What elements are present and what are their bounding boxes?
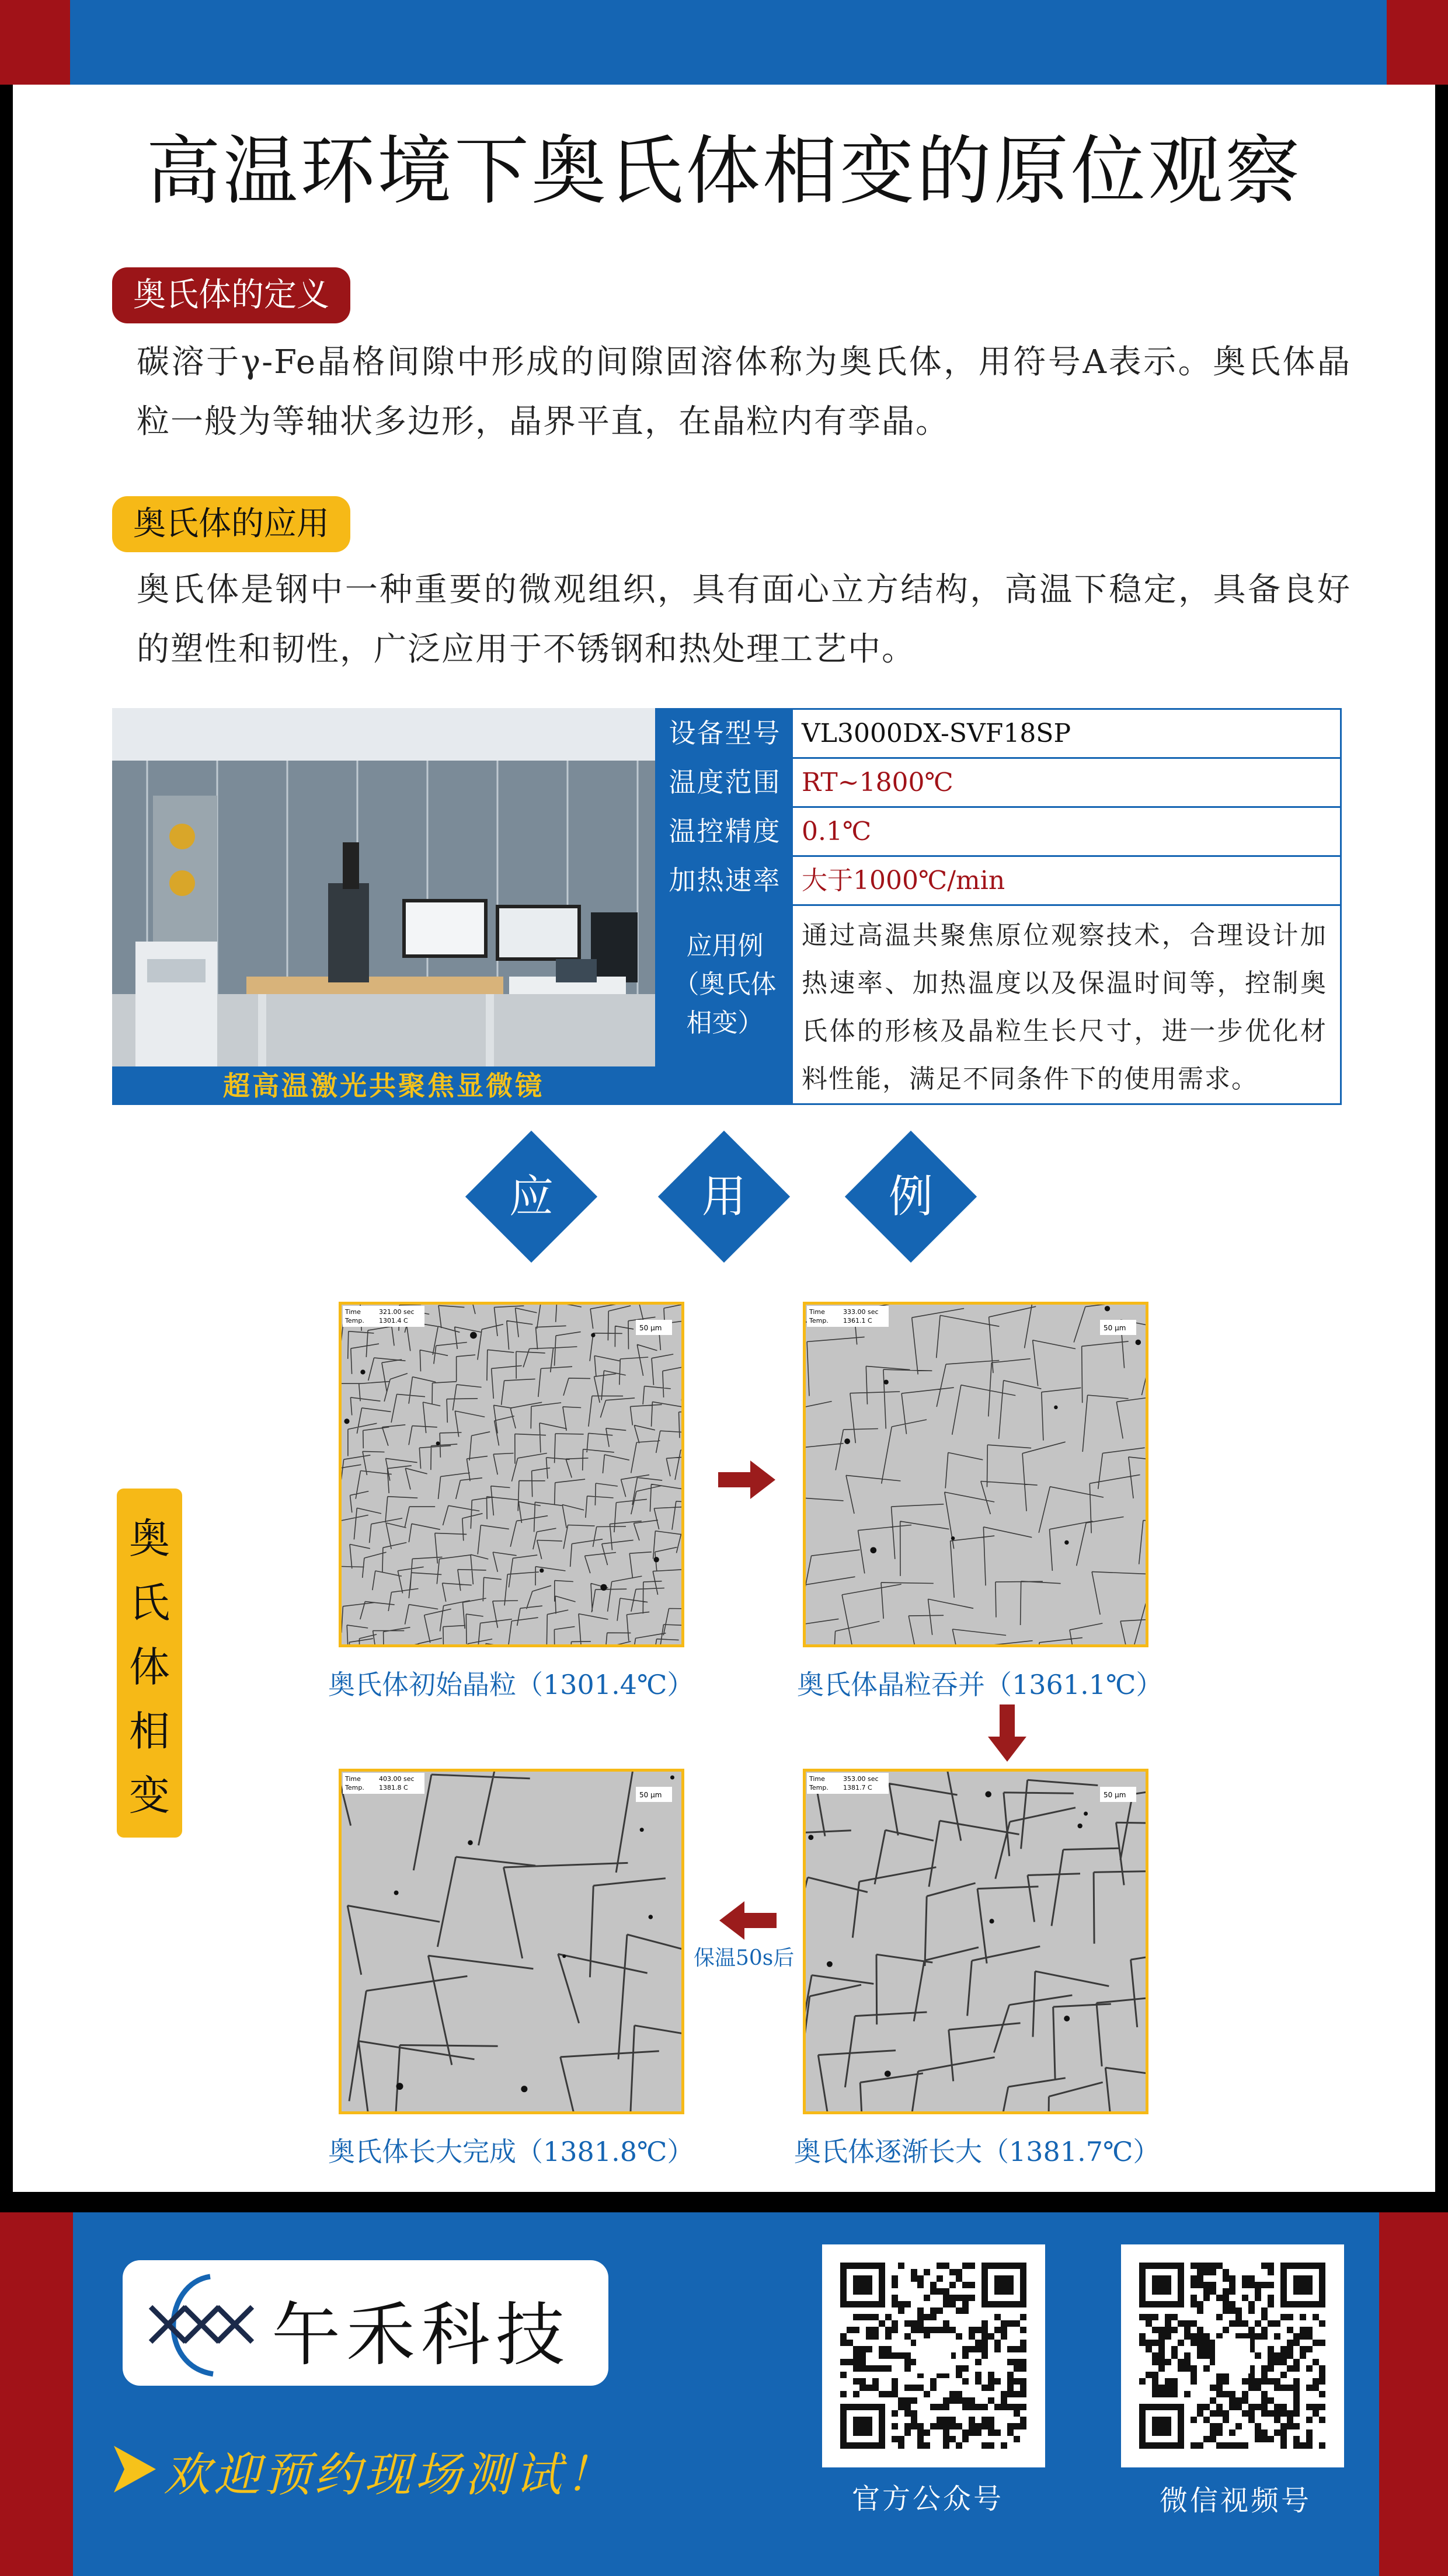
micro-value: 1301.4 C [379,1317,408,1324]
micrograph-caption: 奥氏体初始晶粒（1301.4℃） [328,1669,694,1700]
spec-label: 温控精度 [657,808,793,855]
inclusion-dot [670,1775,674,1779]
top-blue-band [70,0,1387,85]
top-red-band-right [1387,0,1448,85]
scale-bar-label: 50 μm [639,1791,662,1799]
micro-label: Time [809,1308,825,1316]
scale-bar-label: 50 μm [639,1324,662,1332]
inclusion-dot [827,1961,833,1967]
inclusion-dot [436,1441,440,1445]
qr-finder [1293,2275,1313,2295]
micrograph-grain-growing [803,1769,1148,2114]
side-tag-char: 奥 [129,1515,170,1563]
spec-row-temp-precision [657,808,1340,857]
spec-table [655,708,1342,1105]
qr-label: 微信视频号 [1159,2484,1311,2517]
inclusion-dot [654,1557,659,1562]
micro-value: 403.00 sec [379,1775,415,1783]
inclusion-dot [885,2070,891,2077]
side-tag-char: 变 [129,1772,170,1819]
spec-label: 加热速率 [657,857,793,904]
page-title: 高温环境下奥氏体相变的原位观察 [145,128,1302,215]
inclusion-dot [844,1438,850,1444]
application-heading: 奥氏体的应用 [112,496,350,552]
micrograph-caption: 奥氏体长大完成（1381.8℃） [328,2136,694,2167]
spec-row-model [657,710,1340,759]
micrograph-grain-merging [803,1302,1148,1647]
inclusion-dot [539,1568,544,1573]
micrograph-image [342,1772,681,2111]
inclusion-dot [808,1835,813,1840]
qr-center-logo [1215,2338,1250,2373]
bottom-red-band-right [1379,2212,1448,2576]
spec-row-temp-range [657,759,1340,808]
definition-heading: 奥氏体的定义 [112,267,350,323]
inclusion-dot [394,1891,399,1895]
qr-code-official-account[interactable] [822,2244,1045,2467]
arrow-down-icon [987,1704,1028,1763]
inclusion-dot [360,1369,365,1374]
qr-finder [1152,2417,1171,2436]
inclusion-dot [985,1791,991,1798]
micro-label: Temp. [809,1317,829,1324]
inclusion-dot [591,1333,595,1337]
arrow-left-icon [718,1900,777,1941]
inclusion-dot [1078,1824,1082,1828]
qr-code-video-account[interactable] [1121,2244,1344,2467]
definition-text: 碳溶于γ-Fe晶格间隙中形成的间隙固溶体称为奥氏体，用符号A表示。奥氏体晶粒一般为等轴状多边形，晶界平直，在晶粒内有孪晶。 [137,343,1351,441]
qr-pattern [1121,2244,1344,2467]
use-case-label-line: 应用例 [686,931,764,961]
inclusion-dot [990,1919,994,1923]
micro-label: Time [809,1775,825,1783]
inclusion-dot [1136,1340,1141,1345]
micro-value: 321.00 sec [379,1308,415,1316]
inclusion-dot [870,1547,876,1553]
qr-center-logo [916,2338,951,2373]
bottom-red-band-left [0,2212,73,2576]
micrograph-initial-grains [339,1302,684,1647]
application-text: 奥氏体是钢中一种重要的微观组织，具有面心立方结构，高温下稳定，具备良好的塑性和韧性，广泛应用于不锈钢和热处理工艺中。 [137,571,1351,668]
spec-label: 设备型号 [657,710,793,757]
use-case-label-line: （奥氏体 [673,970,777,999]
arrow-right-icon [718,1459,777,1500]
spec-value: VL3000DX-SVF18SP [802,719,1071,748]
inclusion-dot [640,1828,644,1832]
inclusion-dot [649,1915,653,1919]
micrograph-caption: 奥氏体逐渐长大（1381.7℃） [794,2136,1160,2167]
spec-label: 温度范围 [657,759,793,806]
scale-bar-label: 50 μm [1104,1791,1126,1799]
scale-bar-label: 50 μm [1104,1324,1126,1332]
inclusion-dot [1084,1812,1088,1816]
micro-value: 333.00 sec [843,1308,879,1316]
qr-label: 官方公众号 [851,2483,1004,2515]
spec-value: RT~1800℃ [802,768,953,797]
inclusion-dot [1064,1540,1068,1545]
micro-label: Temp. [345,1317,364,1324]
inclusion-dot [470,1332,477,1339]
spec-value: 大于1000℃/min [802,866,1005,895]
micro-value: 1381.7 C [843,1784,872,1791]
micro-value: 1361.1 C [843,1317,872,1324]
micro-label: Time [345,1308,361,1316]
inclusion-dot [396,2083,403,2090]
play-arrow-icon [114,2446,158,2493]
photo-caption: 超高温激光共聚焦显微镜 [112,1066,655,1105]
micrograph-image [806,1772,1146,2111]
company-logo-icon [140,2266,263,2383]
micrograph-image [342,1305,681,1644]
inclusion-dot [1105,1306,1110,1311]
diamond-char: 应 [509,1170,554,1222]
inclusion-dot [521,2086,527,2092]
diamond-char: 用 [702,1170,746,1222]
inclusion-dot [600,1584,607,1591]
side-tag-char: 氏 [129,1579,170,1627]
spec-value: 0.1℃ [802,817,872,846]
micro-label: Time [345,1775,361,1783]
qr-finder [853,2275,872,2295]
qr-finder [853,2417,872,2436]
use-case-label-line: 相变） [686,1008,764,1038]
inclusion-dot [468,1840,473,1845]
inclusion-dot [344,1418,349,1424]
diamond-char: 例 [889,1170,933,1222]
inclusion-dot [1054,1406,1057,1409]
inclusion-dot [951,1536,955,1540]
use-case-label [657,906,793,1103]
equipment-photo [112,708,655,1105]
company-name: 午禾科技 [272,2295,571,2375]
side-tag-char: 体 [129,1643,170,1691]
qr-finder [1152,2275,1171,2295]
micro-value: 353.00 sec [843,1775,879,1783]
qr-finder [994,2275,1014,2295]
micrograph-image [806,1305,1146,1644]
qr-pattern [822,2244,1045,2467]
inclusion-dot [884,1380,889,1385]
micrograph-growth-complete [339,1769,684,2114]
slogan: 欢迎预约现场测试！ [163,2448,615,2502]
micro-label: Temp. [345,1784,364,1791]
micrograph-caption: 奥氏体晶粒吞并（1361.1℃） [797,1669,1163,1700]
micro-label: Temp. [809,1784,829,1791]
micro-value: 1381.8 C [379,1784,408,1791]
hold-note: 保温50s后 [694,1946,795,1970]
top-red-band-left [0,0,70,85]
spec-row-heating-rate [657,857,1340,906]
inclusion-dot [1064,2016,1070,2021]
use-case-text: 通过高温共聚焦原位观察技术，合理设计加热速率、加热温度以及保温时间等，控制奥氏体的形核及晶粒生长尺寸，进一步优化材料性能，满足不同条件下的使用需求。 [802,921,1327,1094]
inclusion-dot [562,1954,566,1958]
side-tag-char: 相 [129,1707,170,1755]
